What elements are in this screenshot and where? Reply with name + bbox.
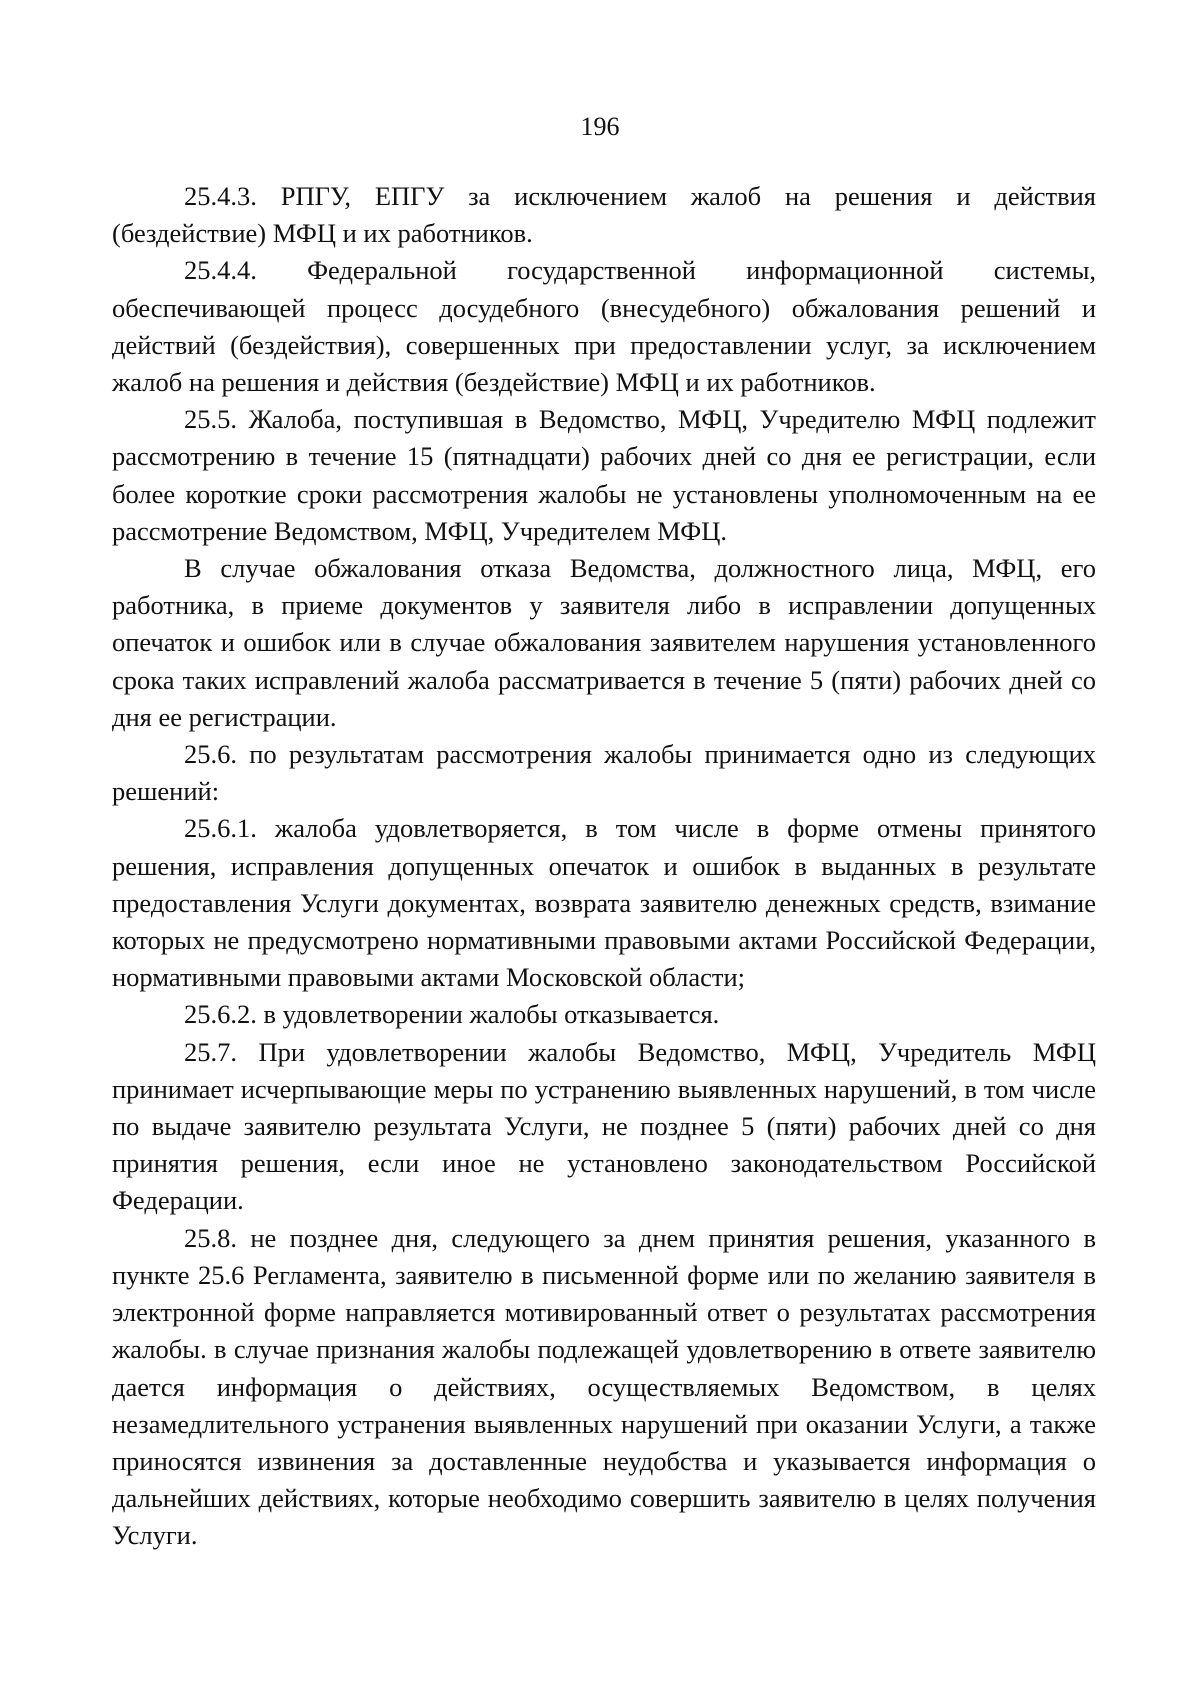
paragraph-appeal-refusal: В случае обжалования отказа Ведомства, должностного лица, МФЦ, его работника, в приеме документов у заявителя либо в исправлении допущенных опечаток и ошибок или в случае обжалования заявителем нарушения установленного срока таких исправлений жалоба рассматривается в течение 5 (пяти) рабочих дней со дня ее регистрации. xyxy=(112,553,1096,732)
paragraph-25-8: 25.8. не позднее дня, следующего за днем принятия решения, указанного в пункте 25.6 Регламента, заявителю в письменной форме или по желанию заявителя в электронной форме направляется мотивированный ответ о результатах рассмотрения жалобы. в случае признания жалобы подлежащей удовлетворению в ответе заявителю дается информация о действиях, осуществляемых Ведомством, в целях незамедлительного устранения выявленных нарушений при оказании Услуги, а также приносятся извинения за доставленные неудобства и указывается информация о дальнейших действиях, которые необходимо совершить заявителю в целях получения Услуги. xyxy=(112,1222,1096,1551)
page-number: 196 xyxy=(580,112,620,141)
paragraph-25-6-1: 25.6.1. жалоба удовлетворяется, в том числе в форме отмены принятого решения, исправления допущенных опечаток и ошибок в выданных в результате предоставления Услуги документах, возврата заявителю денежных средств, взимание которых не предусмотрено нормативными правовыми актами Российской Федерации, нормативными правовыми актами Московской области; xyxy=(112,813,1096,993)
paragraph-25-6-2: 25.6.2. в удовлетворении жалобы отказывается. xyxy=(184,999,720,1030)
paragraph-25-5: 25.5. Жалоба, поступившая в Ведомство, МФЦ, Учредителю МФЦ подлежит рассмотрению в течение 15 (пятнадцати) рабочих дней со дня ее регистрации, если более короткие сроки рассмотрения жалобы не установлены уполномоченным на ее рассмотрение Ведомством, МФЦ, Учредителем МФЦ. xyxy=(112,404,1096,546)
paragraph-25-7: 25.7. При удовлетворении жалобы Ведомство, МФЦ, Учредитель МФЦ принимает исчерпывающие меры по устранению выявленных нарушений, в том числе по выдаче заявителю результата Услуги, не позднее 5 (пяти) рабочих дней со дня принятия решения, если иное не установлено законодательством Российской Федерации. xyxy=(112,1036,1096,1216)
paragraph-25-4-4: 25.4.4. Федеральной государственной информационной системы, обеспечивающей процесс досудебного (внесудебного) обжалования решений и действий (бездействия), совершенных при предоставлении услуг, за исключением жалоб на решения и действия (бездействие) МФЦ и их работников. xyxy=(112,255,1096,398)
document-body xyxy=(112,178,1096,1555)
paragraph-25-6: 25.6. по результатам рассмотрения жалобы принимается одно из следующих решений: xyxy=(112,739,1096,807)
paragraph-25-4-3: 25.4.3. РПГУ, ЕПГУ за исключением жалоб на решения и действия (бездействие) МФЦ и их работников. xyxy=(112,181,1096,249)
